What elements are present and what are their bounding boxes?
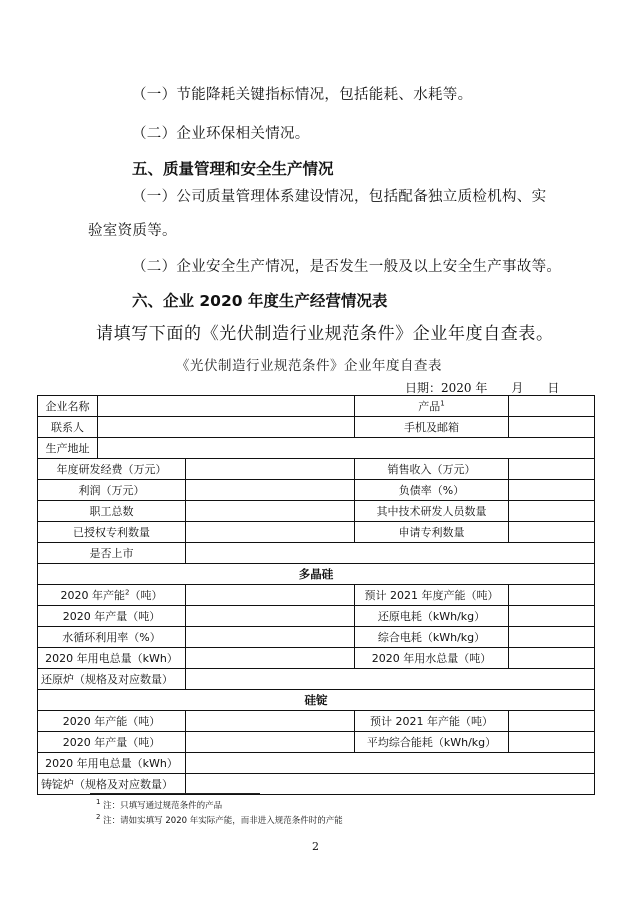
table-row [38,396,595,417]
section-ingot: 硅锭 [38,690,595,711]
footnote-2: $^2$ 注：请如实填写 2020 年实际产能，而非进入规范条件时的产能 [96,813,343,826]
input-rd-staff[interactable] [509,501,595,522]
input-avg-energy[interactable] [509,732,595,753]
label-combined-power: 综合电耗（kWh/kg） [355,627,509,648]
label-reduction-furnace: 还原炉（规格及对应数量） [38,669,186,690]
label-ingot-capacity-2021: 预计 2021 年产能（吨） [355,711,509,732]
label-poly-capacity-2021: 预计 2021 年度产能（吨） [355,585,509,606]
label-address: 生产地址 [38,438,98,459]
paragraph-energy-saving: （一）节能降耗关键指标情况，包括能耗、水耗等。 [132,87,473,103]
table-row [38,564,595,585]
input-company-name[interactable] [98,396,355,417]
input-applied-patents[interactable] [509,522,595,543]
input-ingot-power-total[interactable] [186,753,595,774]
input-ingot-capacity-2021[interactable] [509,711,595,732]
input-phone-email[interactable] [509,417,595,438]
label-avg-energy: 平均综合能耗（kWh/kg） [355,732,509,753]
table-row [38,501,595,522]
input-listed[interactable] [186,543,595,564]
label-granted-patents: 已授权专利数量 [38,522,186,543]
paragraph-quality-line1: （一）公司质量管理体系建设情况，包括配备独立质检机构、实 [132,189,547,205]
input-debt-ratio[interactable] [509,480,595,501]
footnote-divider [90,793,260,794]
label-ingot-capacity-2020: 2020 年产能（吨） [38,711,186,732]
label-reduction-power: 还原电耗（kWh/kg） [355,606,509,627]
input-product[interactable] [509,396,595,417]
label-ingot-output-2020: 2020 年产量（吨） [38,732,186,753]
input-ingot-capacity-2020[interactable] [186,711,355,732]
label-poly-output-2020: 2020 年产量（吨） [38,606,186,627]
input-casting-furnace[interactable] [186,774,595,795]
label-profit: 利润（万元） [38,480,186,501]
paragraph-environment: （二）企业环保相关情况。 [132,126,310,142]
paragraph-quality-line2: 验室资质等。 [88,223,177,239]
input-power-total-2020[interactable] [186,648,355,669]
label-rd-staff: 其中技术研发人员数量 [355,501,509,522]
label-casting-furnace: 铸锭炉（规格及对应数量） [38,774,186,795]
label-product: 产品$^1$ [355,396,509,417]
label-phone-email: 手机及邮箱 [355,417,509,438]
input-reduction-power[interactable] [509,606,595,627]
label-listed: 是否上市 [38,543,186,564]
input-contact[interactable] [98,417,355,438]
self-check-table [37,395,595,795]
input-sales[interactable] [509,459,595,480]
table-caption: 《光伏制造行业规范条件》企业年度自查表 [176,358,442,374]
table-row [38,648,595,669]
table-row [38,774,595,795]
label-applied-patents: 申请专利数量 [355,522,509,543]
input-combined-power[interactable] [509,627,595,648]
input-water-total-2020[interactable] [509,648,595,669]
label-company-name: 企业名称 [38,396,98,417]
label-contact: 联系人 [38,417,98,438]
table-row [38,627,595,648]
instruction-text: 请填写下面的《光伏制造行业规范条件》企业年度自查表。 [96,324,554,344]
table-row [38,753,595,774]
input-granted-patents[interactable] [186,522,355,543]
table-row [38,480,595,501]
input-poly-capacity-2021[interactable] [509,585,595,606]
input-poly-capacity-2020[interactable] [186,585,355,606]
table-row [38,585,595,606]
input-profit[interactable] [186,480,355,501]
table-row [38,690,595,711]
label-debt-ratio: 负债率（%） [355,480,509,501]
page-number: 2 [312,840,319,853]
input-employees[interactable] [186,501,355,522]
input-reduction-furnace[interactable] [186,669,595,690]
table-row [38,438,595,459]
input-water-recycle[interactable] [186,627,355,648]
table-row [38,417,595,438]
label-rd-spend: 年度研发经费（万元） [38,459,186,480]
footnote-1: $^1$ 注：只填写通过规范条件的产品 [96,798,223,811]
input-ingot-output-2020[interactable] [186,732,355,753]
input-address[interactable] [98,438,595,459]
heading-section-6: 六、企业 2020 年度生产经营情况表 [132,292,388,310]
input-poly-output-2020[interactable] [186,606,355,627]
table-row [38,543,595,564]
input-rd-spend[interactable] [186,459,355,480]
date-line: 日期：2020 年 月 日 [405,381,560,395]
label-employees: 职工总数 [38,501,186,522]
label-ingot-power-total: 2020 年用电总量（kWh） [38,753,186,774]
label-sales: 销售收入（万元） [355,459,509,480]
table-row [38,669,595,690]
label-water-total-2020: 2020 年用水总量（吨） [355,648,509,669]
table-row [38,606,595,627]
heading-section-5: 五、质量管理和安全生产情况 [132,160,334,178]
table-row [38,459,595,480]
table-row [38,711,595,732]
section-polysilicon: 多晶硅 [38,564,595,585]
table-row [38,732,595,753]
label-poly-capacity-2020: 2020 年产能$^2$（吨） [38,585,186,606]
label-power-total-2020: 2020 年用电总量（kWh） [38,648,186,669]
table-row [38,522,595,543]
paragraph-safety: （二）企业安全生产情况，是否发生一般及以上安全生产事故等。 [132,259,562,275]
label-water-recycle: 水循环利用率（%） [38,627,186,648]
